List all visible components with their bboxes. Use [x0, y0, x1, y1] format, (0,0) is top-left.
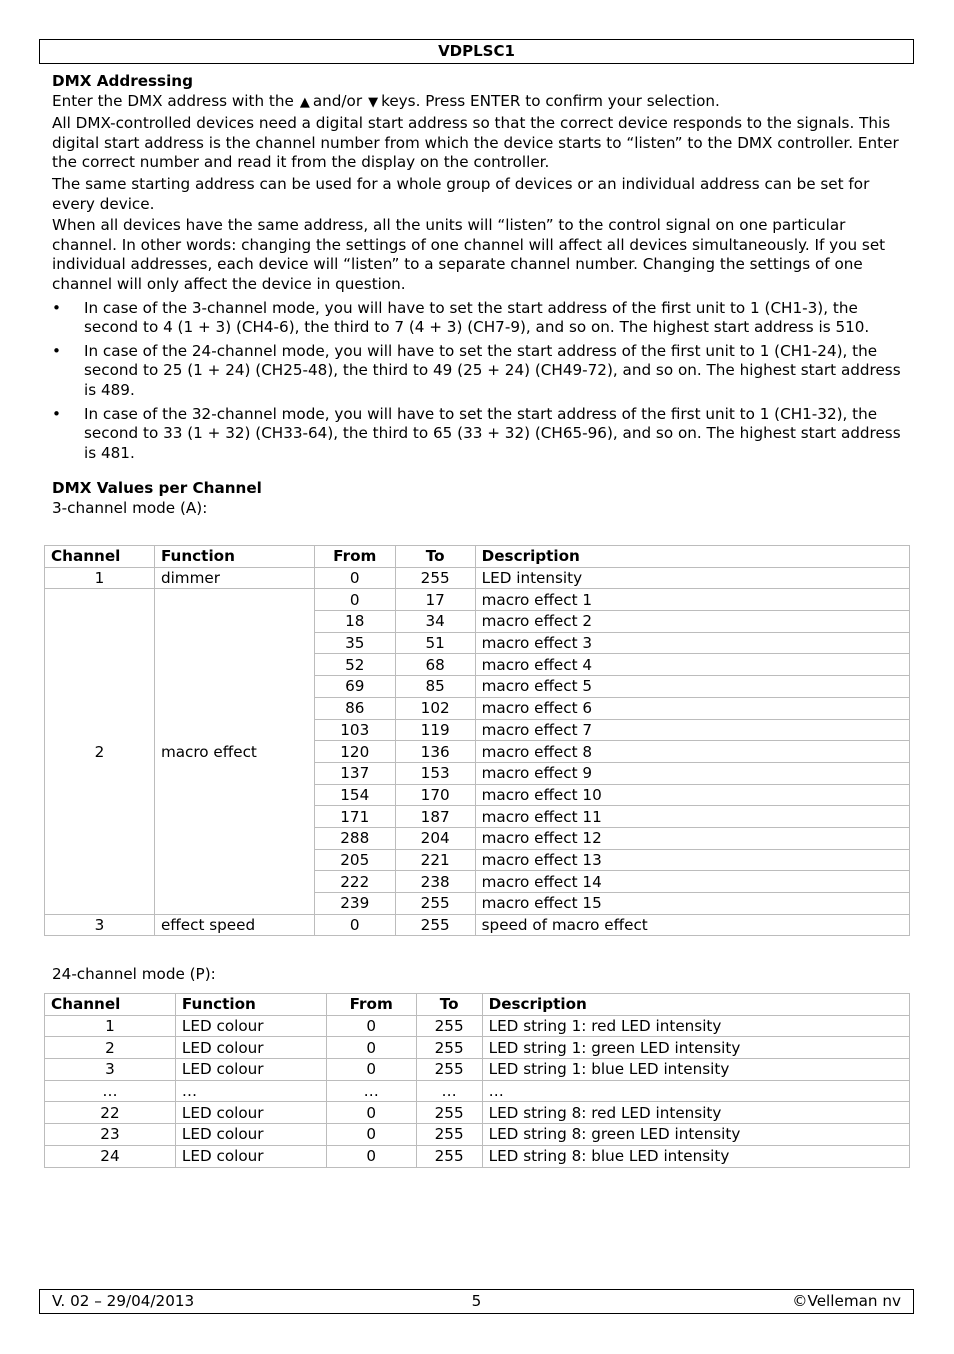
cell-description: macro effect 13 — [475, 849, 909, 871]
bullet-list — [52, 299, 910, 464]
cell-from: 0 — [326, 1015, 416, 1037]
header-channel: Channel — [45, 546, 155, 568]
header-from: From — [314, 546, 395, 568]
bullet-icon: • — [52, 298, 61, 317]
bullet-text: In case of the 24-channel mode, you will have to set the start address of the first unit to 1 (CH1-24), the second to 25 (1 + 24) (CH25-48), the third to 49 (25 + 24) (CH49-72), and so on. The highest start address is 489. — [84, 341, 901, 399]
cell-from: 288 — [314, 827, 395, 849]
cell-from: … — [326, 1080, 416, 1102]
list-item — [52, 405, 910, 464]
header-to: To — [395, 546, 475, 568]
cell-channel: 1 — [45, 567, 155, 589]
cell-from: 0 — [314, 589, 395, 611]
cell-to: 255 — [395, 914, 475, 936]
table-row — [45, 1102, 910, 1124]
cell-to: … — [416, 1080, 482, 1102]
cell-channel: 3 — [45, 1059, 176, 1081]
header-to: To — [416, 994, 482, 1016]
bullet-icon: • — [52, 404, 61, 423]
cell-function: LED colour — [175, 1037, 326, 1059]
cell-description: LED string 8: blue LED intensity — [482, 1145, 909, 1167]
cell-to: 238 — [395, 871, 475, 893]
cell-to: 255 — [416, 1124, 482, 1146]
cell-to: 221 — [395, 849, 475, 871]
cell-from: 103 — [314, 719, 395, 741]
model-title: VDPLSC1 — [438, 42, 515, 60]
cell-description: macro effect 7 — [475, 719, 909, 741]
cell-from: 222 — [314, 871, 395, 893]
table-row — [45, 1080, 910, 1102]
cell-from: 35 — [314, 632, 395, 654]
cell-to: 255 — [395, 893, 475, 915]
cell-to: 255 — [395, 567, 475, 589]
table-row — [45, 589, 910, 611]
cell-to: 119 — [395, 719, 475, 741]
cell-function: LED colour — [175, 1102, 326, 1124]
cell-to: 85 — [395, 676, 475, 698]
cell-to: 255 — [416, 1059, 482, 1081]
cell-function: LED colour — [175, 1145, 326, 1167]
mode3-label: 3-channel mode (A): — [52, 498, 208, 517]
table-row — [45, 1015, 910, 1037]
cell-from: 137 — [314, 762, 395, 784]
cell-channel: 24 — [45, 1145, 176, 1167]
cell-to: 136 — [395, 741, 475, 763]
page-header — [39, 39, 914, 64]
cell-from: 0 — [314, 567, 395, 589]
paragraph-3: When all devices have the same address, all the units will “listen” to the control signal on one particular channel. In other words: changing the settings of one channel will affect all devices simultaneously. If you set individual addresses, each device will “listen” to a separate channel number. Changing the settings of one channel will only affect the device in question. — [52, 216, 886, 293]
cell-channel: … — [45, 1080, 176, 1102]
cell-description: LED string 1: red LED intensity — [482, 1015, 909, 1037]
bullet-icon: • — [52, 341, 61, 360]
cell-from: 239 — [314, 893, 395, 915]
cell-function: dimmer — [154, 567, 314, 589]
cell-description: macro effect 12 — [475, 827, 909, 849]
list-item — [52, 342, 910, 401]
intro-paragraph — [52, 92, 910, 113]
cell-channel: 2 — [45, 1037, 176, 1059]
cell-function: LED colour — [175, 1124, 326, 1146]
cell-to: 102 — [395, 697, 475, 719]
cell-from: 154 — [314, 784, 395, 806]
cell-description: macro effect 3 — [475, 632, 909, 654]
section-title-dmx-values: DMX Values per Channel — [52, 479, 262, 498]
cell-channel: 22 — [45, 1102, 176, 1124]
cell-from: 0 — [314, 914, 395, 936]
cell-function: LED colour — [175, 1015, 326, 1037]
header-channel: Channel — [45, 994, 176, 1016]
page-number: 5 — [471, 1292, 482, 1310]
cell-from: 0 — [326, 1145, 416, 1167]
version-date: V. 02 – 29/04/2013 — [52, 1292, 195, 1310]
cell-description: macro effect 5 — [475, 676, 909, 698]
cell-description: LED string 8: green LED intensity — [482, 1124, 909, 1146]
table-row — [45, 914, 910, 936]
cell-function: macro effect — [154, 589, 314, 914]
cell-to: 153 — [395, 762, 475, 784]
section-title-dmx-addressing: DMX Addressing — [52, 72, 193, 90]
header-description: Description — [475, 546, 909, 568]
cell-to: 255 — [416, 1037, 482, 1059]
cell-description: macro effect 4 — [475, 654, 909, 676]
cell-function: effect speed — [154, 914, 314, 936]
list-item — [52, 299, 910, 338]
cell-channel: 1 — [45, 1015, 176, 1037]
cell-to: 34 — [395, 611, 475, 633]
cell-description: LED string 8: red LED intensity — [482, 1102, 909, 1124]
intro-post: keys. Press ENTER to confirm your selection. — [381, 91, 720, 110]
table-header-row — [45, 546, 910, 568]
table-row — [45, 1145, 910, 1167]
header-description: Description — [482, 994, 909, 1016]
copyright: ©Velleman nv — [792, 1292, 901, 1310]
cell-to: 68 — [395, 654, 475, 676]
table-3-channel — [44, 545, 910, 936]
cell-from: 171 — [314, 806, 395, 828]
cell-from: 0 — [326, 1037, 416, 1059]
cell-description: speed of macro effect — [475, 914, 909, 936]
cell-from: 205 — [314, 849, 395, 871]
cell-description: LED intensity — [475, 567, 909, 589]
cell-from: 120 — [314, 741, 395, 763]
cell-channel: 23 — [45, 1124, 176, 1146]
down-arrow-icon: ▼ — [368, 94, 379, 110]
cell-from: 86 — [314, 697, 395, 719]
cell-description: macro effect 10 — [475, 784, 909, 806]
cell-channel: 3 — [45, 914, 155, 936]
bullet-text: In case of the 32-channel mode, you will have to set the start address of the first unit to 1 (CH1-32), the second to 33 (1 + 32) (CH33-64), the third to 65 (33 + 32) (CH65-96), and so on. The highest start address is 481. — [84, 404, 901, 462]
cell-to: 255 — [416, 1145, 482, 1167]
header-from: From — [326, 994, 416, 1016]
cell-description: LED string 1: blue LED intensity — [482, 1059, 909, 1081]
table-row — [45, 1037, 910, 1059]
cell-to: 170 — [395, 784, 475, 806]
cell-description: macro effect 6 — [475, 697, 909, 719]
cell-to: 255 — [416, 1102, 482, 1124]
main-content — [52, 72, 910, 520]
header-function: Function — [175, 994, 326, 1016]
header-function: Function — [154, 546, 314, 568]
cell-description: macro effect 8 — [475, 741, 909, 763]
cell-description: … — [482, 1080, 909, 1102]
cell-from: 0 — [326, 1124, 416, 1146]
cell-from: 69 — [314, 676, 395, 698]
cell-description: macro effect 1 — [475, 589, 909, 611]
mode24-label: 24-channel mode (P): — [52, 965, 216, 983]
cell-description: macro effect 2 — [475, 611, 909, 633]
cell-to: 255 — [416, 1015, 482, 1037]
up-arrow-icon: ▲ — [299, 94, 310, 110]
intro-pre: Enter the DMX address with the — [52, 91, 294, 110]
table-row — [45, 567, 910, 589]
cell-to: 187 — [395, 806, 475, 828]
cell-description: LED string 1: green LED intensity — [482, 1037, 909, 1059]
cell-from: 18 — [314, 611, 395, 633]
cell-description: macro effect 9 — [475, 762, 909, 784]
table-row — [45, 1124, 910, 1146]
cell-from: 0 — [326, 1059, 416, 1081]
cell-channel: 2 — [45, 589, 155, 914]
paragraph-2: The same starting address can be used for a whole group of devices or an individual address can be set for every device. — [52, 174, 870, 213]
cell-description: macro effect 11 — [475, 806, 909, 828]
table-row — [45, 1059, 910, 1081]
cell-from: 0 — [326, 1102, 416, 1124]
table-header-row — [45, 994, 910, 1016]
cell-from: 52 — [314, 654, 395, 676]
cell-function: … — [175, 1080, 326, 1102]
paragraph-1: All DMX-controlled devices need a digital start address so that the correct device responds to the signals. This digital start address is the channel number from which the device starts to “listen” to the DMX controller. Enter the correct number and read it from the display on the controller. — [52, 114, 899, 172]
table-24-channel — [44, 993, 910, 1168]
cell-to: 51 — [395, 632, 475, 654]
cell-description: macro effect 14 — [475, 871, 909, 893]
intro-mid: and/or — [312, 91, 363, 110]
cell-function: LED colour — [175, 1059, 326, 1081]
cell-to: 204 — [395, 827, 475, 849]
cell-description: macro effect 15 — [475, 893, 909, 915]
page-footer — [39, 1289, 914, 1314]
cell-to: 17 — [395, 589, 475, 611]
bullet-text: In case of the 3-channel mode, you will have to set the start address of the first unit to 1 (CH1-3), the second to 4 (1 + 3) (CH4-6), the third to 7 (4 + 3) (CH7-9), and so on. The highest start address is 510. — [84, 298, 870, 337]
